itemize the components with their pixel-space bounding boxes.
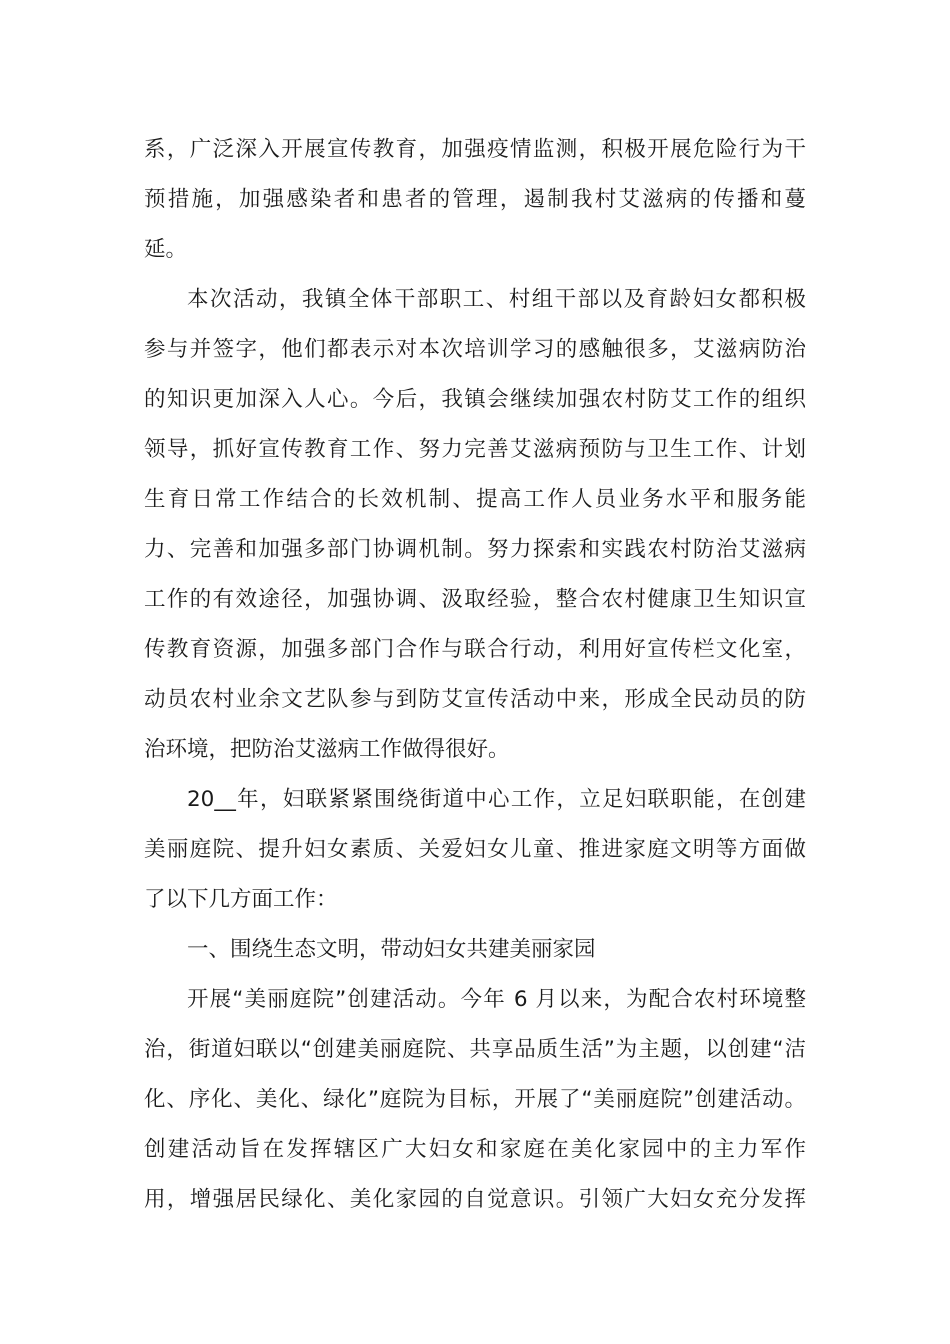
text-line: 创建活动旨在发挥辖区广大妇女和家庭在美化家园中的主力军作 <box>144 1137 806 1162</box>
text-line: 20__年，妇联紧紧围绕街道中心工作，立足妇联职能，在创建 <box>187 787 806 812</box>
text-line: 参与并签字，他们都表示对本次培训学习的感触很多，艾滋病防治 <box>144 337 806 362</box>
text-line: 生育日常工作结合的长效机制、提高工作人员业务水平和服务能 <box>144 487 806 512</box>
text-line: 的知识更加深入人心。今后，我镇会继续加强农村防艾工作的组织 <box>144 387 806 412</box>
text-line: 工作的有效途径，加强协调、汲取经验，整合农村健康卫生知识宣 <box>144 587 806 612</box>
text-line: 治环境，把防治艾滋病工作做得很好。 <box>144 737 510 762</box>
text-line: 用，增强居民绿化、美化家园的自觉意识。引领广大妇女充分发挥 <box>144 1187 806 1212</box>
text-line: 力、完善和加强多部门协调机制。努力探索和实践农村防治艾滋病 <box>144 537 806 562</box>
text-line: 延。 <box>144 237 188 262</box>
text-line: 领导，抓好宣传教育工作、努力完善艾滋病预防与卫生工作、计划 <box>144 437 806 462</box>
text-line: 了以下几方面工作： <box>144 887 338 912</box>
text-line: 本次活动，我镇全体干部职工、村组干部以及育龄妇女都积极 <box>187 287 806 312</box>
text-line: 动员农村业余文艺队参与到防艾宣传活动中来，形成全民动员的防 <box>144 687 806 712</box>
section-heading: 一、围绕生态文明，带动妇女共建美丽家园 <box>187 937 596 962</box>
text-line: 开展“美丽庭院”创建活动。今年 6 月以来，为配合农村环境整 <box>187 987 806 1012</box>
text-line: 治，街道妇联以“创建美丽庭院、共享品质生活”为主题，以创建“洁 <box>144 1037 806 1062</box>
text-line: 化、序化、美化、绿化”庭院为目标，开展了“美丽庭院”创建活动。 <box>144 1087 806 1112</box>
text-line: 系，广泛深入开展宣传教育，加强疫情监测，积极开展危险行为干 <box>144 137 806 162</box>
text-line: 传教育资源，加强多部门合作与联合行动，利用好宣传栏文化室， <box>144 637 806 662</box>
text-line: 美丽庭院、提升妇女素质、关爱妇女儿童、推进家庭文明等方面做 <box>144 837 806 862</box>
text-line: 预措施，加强感染者和患者的管理，遏制我村艾滋病的传播和蔓 <box>144 187 806 212</box>
